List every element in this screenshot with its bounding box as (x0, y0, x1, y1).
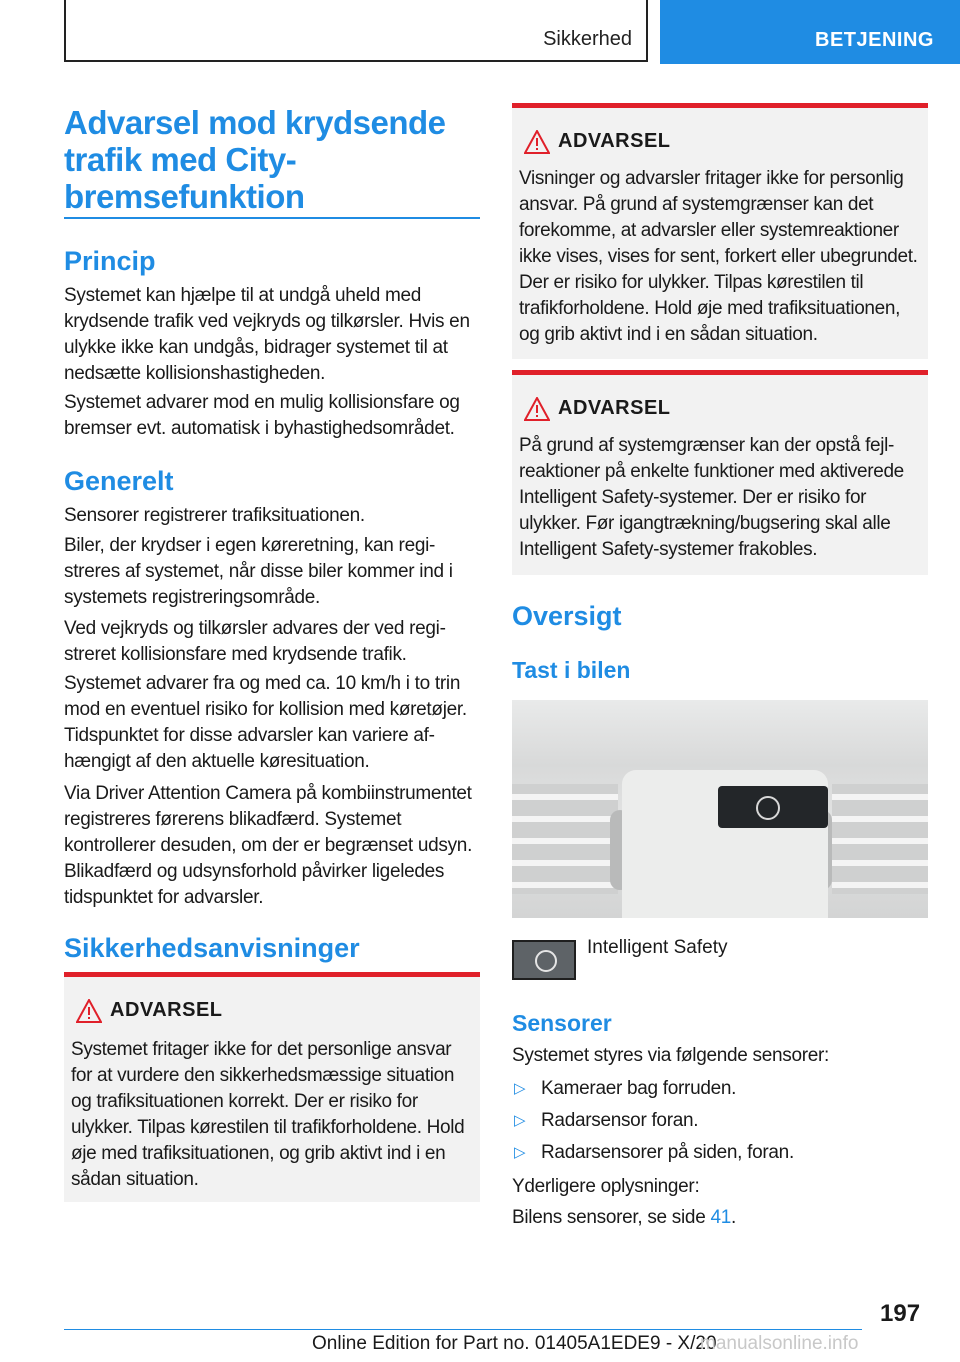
heading-principle: Princip (64, 246, 156, 276)
edition-text: Online Edition for Part no. 01405A1EDE9 - X/20 (312, 1333, 717, 1354)
warning-title: ADVARSEL (558, 397, 671, 419)
page-title (64, 104, 480, 215)
warning-triangle-icon (76, 999, 102, 1023)
heading-overview: Oversigt (512, 601, 622, 631)
heading-sensors: Sensorer (512, 1010, 612, 1036)
heading-button-in-car: Tast i bilen (512, 657, 631, 683)
list-item-text: Kameraer bag forruden. (541, 1078, 737, 1099)
paragraph: Sensorer registrerer trafiksituationen. (64, 505, 365, 526)
warning-box (64, 972, 480, 1202)
cross-reference-end: . (731, 1207, 736, 1228)
warning-header (512, 397, 928, 423)
intelligent-safety-button-icon (512, 940, 576, 980)
section-title: Sikkerhed (543, 28, 632, 50)
chapter-tab: BETJENING (660, 0, 960, 64)
paragraph: Systemet advarer fra og med ca. 10 km/h i to trin mod en eventuel risiko for kollision med køretøjer. Tidspunktet for disse advarsler kan variere afhængigt af den aktuelle køresituation. (64, 673, 467, 772)
paragraph: Yderligere oplysninger: (512, 1176, 700, 1197)
cross-reference (512, 1205, 928, 1231)
title-divider (64, 217, 480, 219)
intelligent-safety-button (718, 786, 828, 828)
air-vent-left (512, 784, 618, 894)
bullet-triangle-icon: ▷ (514, 1144, 526, 1161)
warning-text: På grund af systemgrænser kan der opstå fejlreaktioner på enkelte funktioner med aktiverede Intelligent Safety-systemer. Der er risiko for ulykker. Før igangtrækning/bugsering skal alle Intelligent Safety-systemer frakobles. (519, 435, 904, 560)
warning-header (512, 130, 928, 156)
warning-triangle-icon (524, 130, 550, 154)
page-number: 197 (880, 1300, 921, 1327)
paragraph: Systemet advarer mod en mulig kollisionsfare og bremser evt. automatisk i byhastighedsområdet. (64, 392, 460, 439)
bullet-triangle-icon: ▷ (514, 1112, 526, 1129)
list-item-text: Radarsensorer på siden, foran. (541, 1142, 794, 1163)
air-vent-right (832, 784, 928, 894)
paragraph: Ved vejkryds og tilkørsler advares der ved registreret kollisionsfare med krydsende trafik. (64, 618, 446, 665)
warning-text: Systemet fritager ikke for det personlige ansvar for at vurdere den sikkerhedsmæssige situation og trafiksituationen korrekt. Der er risiko for ulykker. Tilpas kørestilen til trafikforholdene. Hold øje med trafiksituationen, og grib aktivt ind i en sådan situation. (71, 1039, 465, 1190)
warning-triangle-icon (524, 397, 550, 421)
footer-divider (64, 1329, 862, 1330)
button-caption: Intelligent Safety (587, 937, 728, 958)
page-link[interactable]: 41 (710, 1207, 731, 1228)
watermark: manualsonline.info (700, 1333, 859, 1354)
warning-title: ADVARSEL (110, 999, 223, 1021)
intelligent-safety-icon (756, 796, 780, 820)
intelligent-safety-icon (535, 950, 557, 972)
paragraph: Systemet kan hjælpe til at undgå uheld med krydsende trafik ved vejkryds og tilkørsler. Hvis en ulykke ikke kan undgås, bidrager systemet til at nedsætte kollisionshastigheden. (64, 285, 470, 384)
heading-safety: Sikkerhedsanvisninger (64, 933, 360, 963)
page-title-line: trafik med City- (64, 141, 297, 178)
page-header (0, 0, 960, 66)
dashboard-photo (512, 700, 928, 918)
warning-title: ADVARSEL (558, 130, 671, 152)
list-item-text: Radarsensor foran. (541, 1110, 699, 1131)
bullet-triangle-icon: ▷ (514, 1080, 526, 1097)
section-tab (64, 0, 648, 62)
warning-box (512, 103, 928, 359)
page-title-line: bremsefunktion (64, 178, 305, 215)
paragraph: Via Driver Attention Camera på kombiinstrumentet registreres førerens blikadfærd. Systemet kontrollerer desuden, om der er begrænset udsyn. Blikadfærd og udsynsforhold påvirker ligeledes tidspunktet for advarsler. (64, 783, 473, 908)
paragraph: Biler, der krydser i egen køreretning, kan registreres af systemet, når disse biler kommer ind i systemets registreringsområde. (64, 535, 453, 608)
warning-text: Visninger og advarsler fritager ikke for personlig ansvar. På grund af systemgrænser kan det forekomme, at advarsler eller systemreaktioner ikke vises, vises for sent, forkert eller ubegrundet. Der er risiko for ulykker. Tilpas kørestilen til trafikforholdene. Hold øje med trafiksituationen, og grib aktivt ind i en sådan situation. (519, 168, 918, 345)
warning-header (64, 999, 480, 1025)
paragraph: Systemet styres via følgende sensorer: (512, 1045, 830, 1066)
heading-general: Generelt (64, 466, 174, 496)
cross-reference-text: Bilens sensorer, se side (512, 1207, 711, 1228)
warning-box (512, 370, 928, 575)
page-title-line: Advarsel mod krydsende (64, 104, 446, 141)
